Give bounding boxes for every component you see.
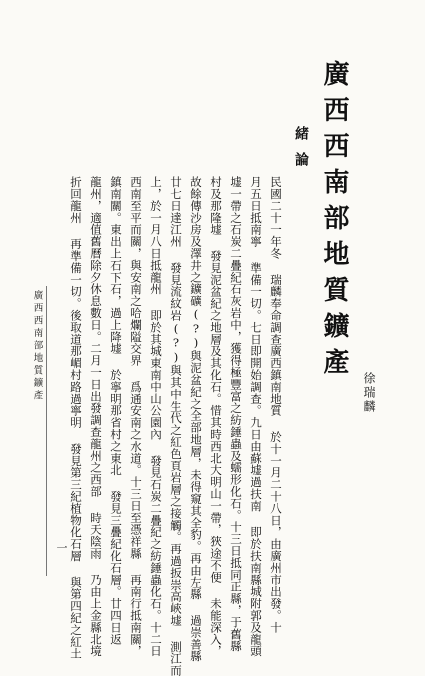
body-line: 故餘傳沙房及澤井之鑛礦(?)與泥盆紀之全部地層，未得窺其全豹。再由左縣 過崇善縣 bbox=[189, 176, 203, 662]
body-line: 月五日抵南寧 準備一切。七日即開始調查。九日由蘇墟過扶南 即於扶南縣城附郭及龍頭 bbox=[249, 176, 263, 657]
page-title: 廣西西南部地質鑛產 bbox=[319, 60, 349, 384]
body-line: 龍州，適值舊曆除夕休息數日。二月一日出發調查龍州之西部 時天陰雨 乃由上金縣北境 bbox=[89, 176, 103, 657]
body-line: 上，於一月八日抵龍州 即於其城東南中山公園內 發見石炭二疊紀之紡錘蟲化石。十二日 bbox=[149, 176, 163, 657]
body-line: 廿七日達江州 發見流紋岩(?)與其中生代之紅色頁岩層之接觸。再過扳崇高峽墟 測江而 bbox=[169, 176, 183, 676]
body-line: 民國二十一年冬 瑞麟奉命調查廣西鎮南地質 於十一月二十八日，由廣州市出發。十 bbox=[269, 176, 283, 634]
body-line: 鎮南關。東出上石下石，過上降墟 於寧明那省村之東北 發見三疊紀化石層。廿四日返 bbox=[109, 176, 123, 646]
body-line: 墟一帶之石炭二疊紀石灰岩中，獲得極豐富之紡錘蟲及蠕形化石。十三日抵同正縣，于舊縣 bbox=[229, 176, 243, 652]
margin-rule bbox=[46, 286, 47, 576]
body-line: 西南至平而關，與安南之哈爛隘交界 爲通安南之水道。十三日至憑祥縣 再南行抵南關， bbox=[129, 176, 143, 657]
section-title: 緒論 bbox=[293, 126, 309, 178]
running-footer: 廣西西南部地質鑛產 bbox=[31, 290, 43, 403]
body-line: 村及那隆墟 發見泥盆紀之地層及其化石。惜其時西北大明山一帶，狹途不便 未能深入， bbox=[209, 176, 223, 657]
author-name: 徐瑞麟 bbox=[362, 372, 376, 414]
page-number: 一 bbox=[55, 542, 68, 553]
body-line: 折回龍州 再準備一切。後取道那嵋村路過寧明 發見第三紀植物化石層 與第四紀之紅土 bbox=[69, 176, 83, 660]
